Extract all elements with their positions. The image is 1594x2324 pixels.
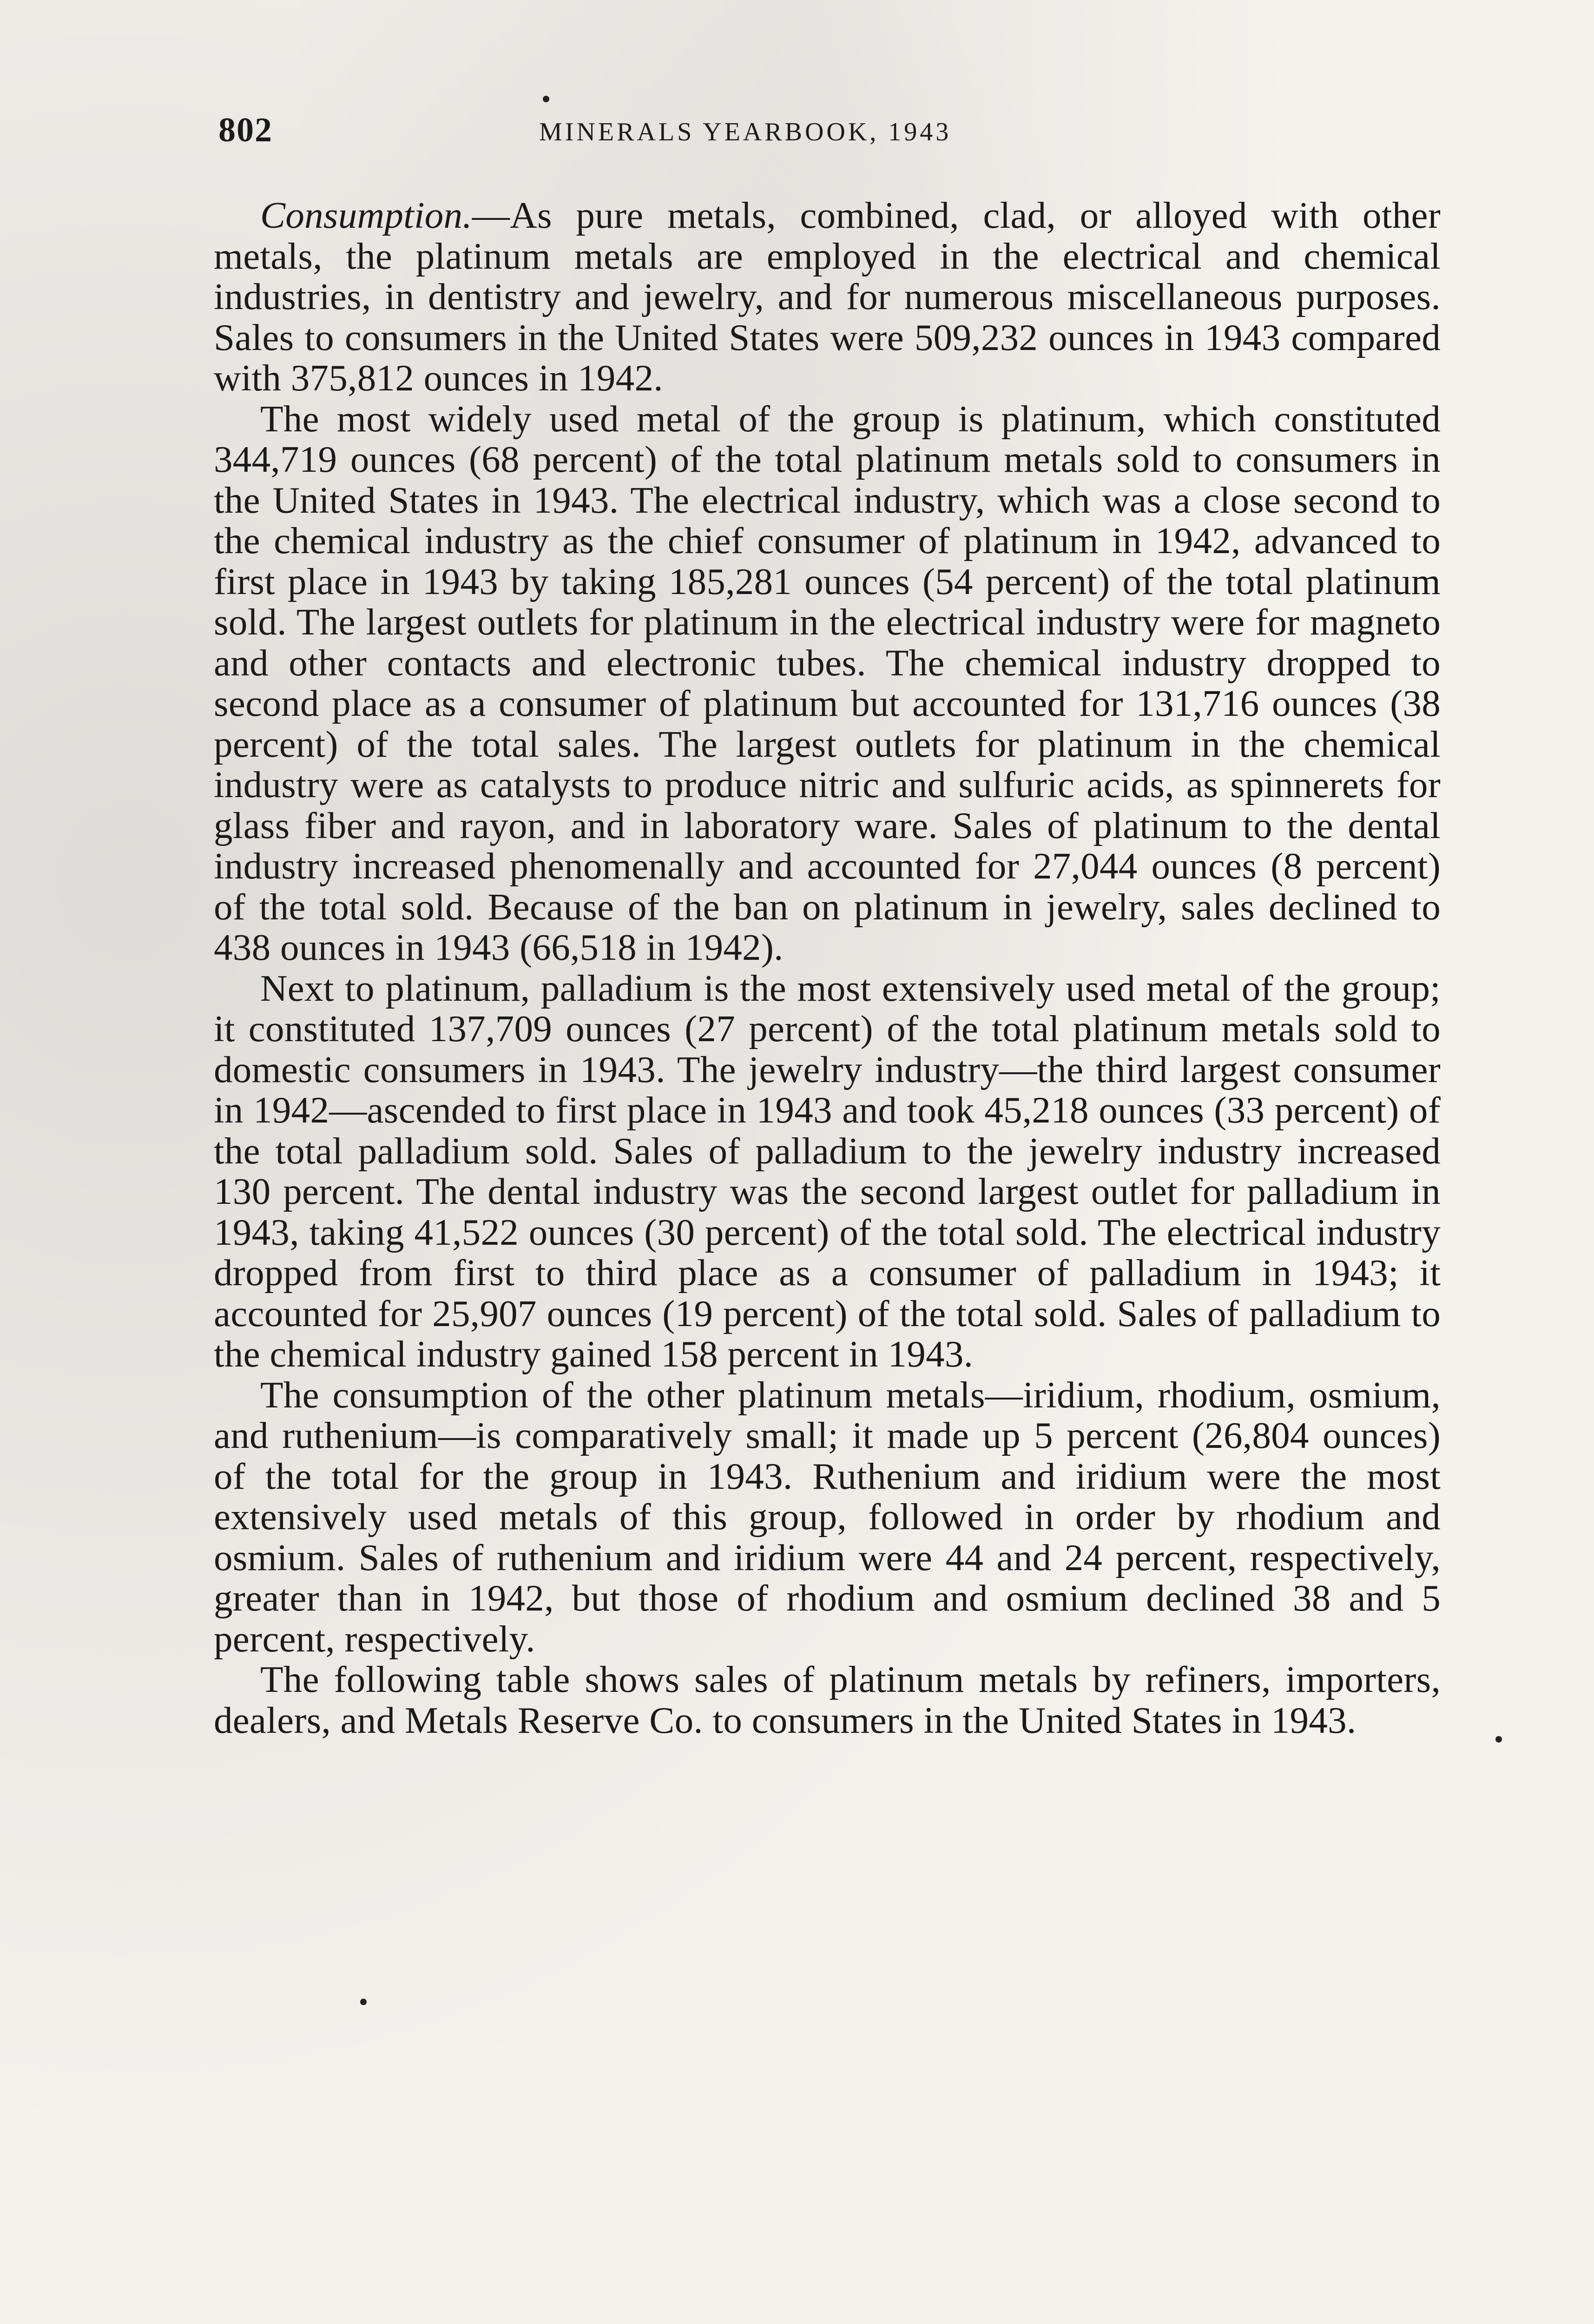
- scan-speck: [543, 96, 549, 102]
- paragraph-consumption: [214, 195, 1441, 399]
- page-header: [218, 111, 1436, 152]
- paragraph-platinum: The most widely used metal of the group is platinum, which constituted 344,719 ounces (68 percent) of the total platinum metals sold to consumers in the United States in 1943. The electrical industry, which was a close second to the chemical industry as the chief consumer of platinum in 1942, advanced to first place in 1943 by taking 185,281 ounces (54 percent) of the total platinum sold. The largest outlets for platinum in the electrical industry were for magneto and other contacts and electronic tubes. The chemical industry dropped to second place as a consumer of platinum but accounted for 131,716 ounces (38 percent) of the total sales. The largest outlets for platinum in the chemical industry were as catalysts to produce nitric and sulfuric acids, as spinnerets for glass fiber and rayon, and in laboratory ware. Sales of platinum to the dental industry increased phenomenally and accounted for 27,044 ounces (8 percent) of the total sold. Because of the ban on platinum in jewelry, sales declined to 438 ounces in 1943 (66,518 in 1942).: [214, 397, 1441, 968]
- section-heading: Consumption.: [260, 194, 472, 236]
- running-title: MINERALS YEARBOOK, 1943: [539, 118, 952, 146]
- paragraph-text: —As pure metals, combined, clad, or alloyed with other metals, the platinum metals are employed in the electrical and chemical industries, in dentistry and jewelry, and for numerous miscellaneous purposes. Sales to consumers in the United States were 509,232 ounces in 1943 compared with 375,812 ounces in 1942.: [214, 194, 1441, 399]
- page-number: 802: [218, 111, 273, 149]
- paragraph-other-metals: The consumption of the other platinum metals—iridium, rhodium, osmium, and ruthenium—is comparatively small; it made up 5 percent (26,804 ounces) of the total for the group in 1943. Ruthenium and iridium were the most extensively used metals of this group, followed in order by rhodium and osmium. Sales of ruthenium and iridium were 44 and 24 percent, respectively, greater than in 1942, but those of rhodium and osmium declined 38 and 5 percent, respectively.: [214, 1373, 1441, 1660]
- scan-speck: [1495, 1736, 1502, 1743]
- scan-speck: [360, 1999, 367, 2005]
- body-text: [214, 195, 1441, 1741]
- paragraph-table-intro: The following table shows sales of platinum metals by refiners, importers, dealers, and Metals Reserve Co. to consumers in the United States in 1943.: [214, 1658, 1441, 1741]
- paragraph-palladium: Next to platinum, palladium is the most extensively used metal of the group; it constituted 137,709 ounces (27 percent) of the total platinum metals sold to domestic consumers in 1943. The jewelry industry—the third largest consumer in 1942—ascended to first place in 1943 and took 45,218 ounces (33 percent) of the total palladium sold. Sales of palladium to the jewelry industry increased 130 percent. The dental industry was the second largest outlet for palladium in 1943, taking 41,522 ounces (30 percent) of the total sold. The electrical industry dropped from first to third place as a consumer of palladium in 1943; it accounted for 25,907 ounces (19 percent) of the total sold. Sales of palladium to the chemical industry gained 158 percent in 1943.: [214, 967, 1441, 1375]
